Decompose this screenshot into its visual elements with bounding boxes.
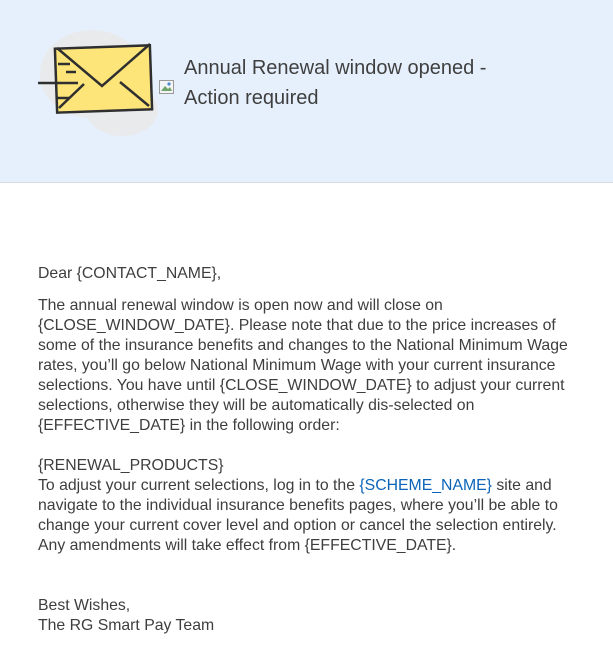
email-header	[0, 0, 613, 183]
greeting: Dear {CONTACT_NAME},	[38, 265, 222, 282]
instructions-text-end: site and navigate to the individual insurance benefits pages, where you’ll be able to change your current cover level and option or cancel the selection entirely. Any amendments will take effect from {EFFECTIVE_DATE}.	[38, 477, 558, 554]
signature: The RG Smart Pay Team	[38, 617, 215, 634]
email-title: Annual Renewal window opened - Action required	[184, 57, 487, 109]
sign-off: Best Wishes,	[38, 597, 131, 614]
email-body	[38, 264, 583, 636]
scheme-link[interactable]: {SCHEME_NAME}	[359, 477, 492, 494]
instructions-text-start: To adjust your current selections, log in to the	[38, 477, 360, 494]
renewal-notice-paragraph: The annual renewal window is open now and will close on {CLOSE_WINDOW_DATE}. Please note that due to the price increases of some of the insurance benefits and changes to the National Minimum Wage rates, you’ll go below National Minimum Wage with your current insurance selections. You have until {CLOSE_WINDOW_DATE} to adjust your current selections, otherwise they will be automatically dis-selected on {EFFECTIVE_DATE} in the following order:	[38, 297, 568, 434]
envelope-sending-icon	[36, 22, 160, 138]
instructions-paragraph	[38, 476, 583, 556]
spacer	[38, 556, 583, 596]
broken-image-icon	[159, 80, 174, 94]
renewal-products-placeholder: {RENEWAL_PRODUCTS}	[38, 457, 224, 474]
